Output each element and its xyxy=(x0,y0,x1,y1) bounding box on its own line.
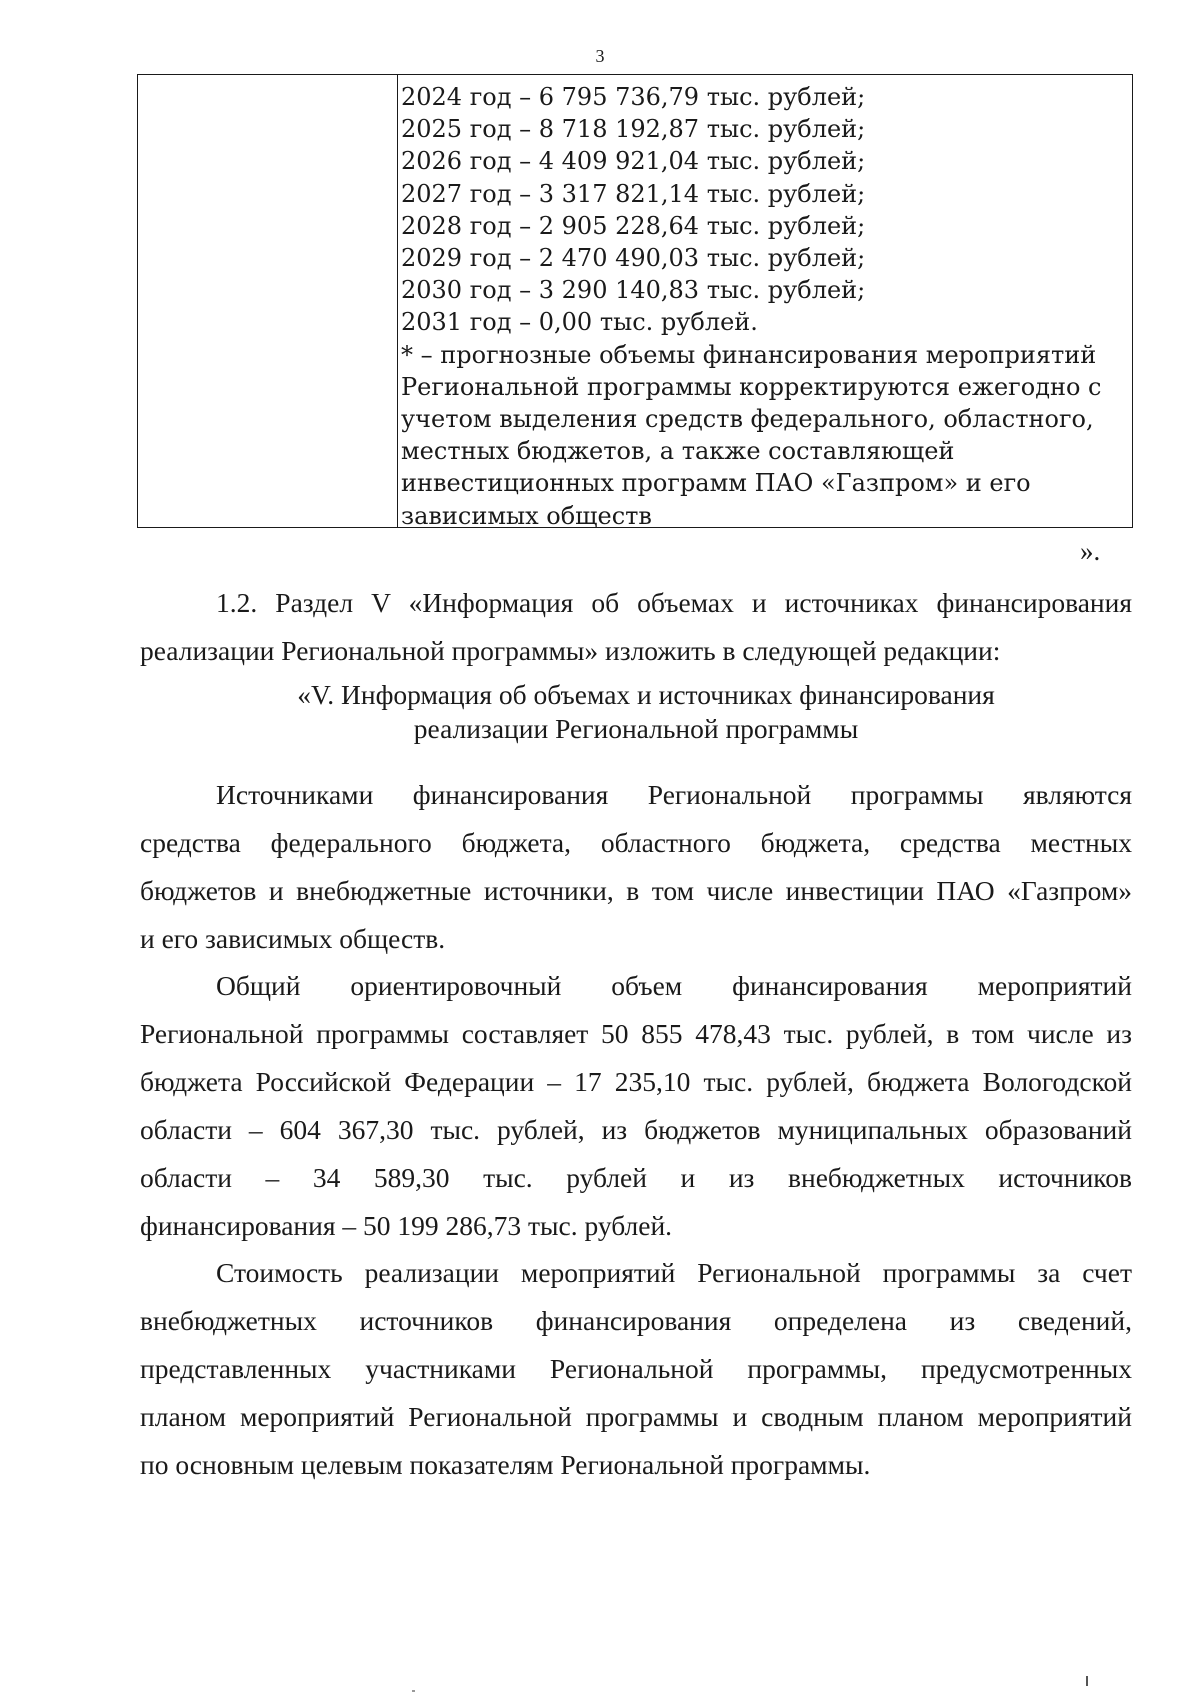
heading-line: «V. Информация об объемах и источниках финансирования xyxy=(297,679,995,710)
table-line: 2029 год – 2 470 490,03 тыс. рублей; xyxy=(401,244,866,273)
table-line: 2028 год – 2 905 228,64 тыс. рублей; xyxy=(401,211,866,240)
section-1-2-paragraph xyxy=(140,579,1132,675)
paragraph-line: бюджета Российской Федерации – 17 235,10 тыс. рублей, бюджета Вологодской xyxy=(140,1066,1132,1097)
table-line: 2030 год – 3 290 140,83 тыс. рублей; xyxy=(401,276,866,305)
paragraph-line: планом мероприятий Региональной программы и сводным планом мероприятий xyxy=(140,1401,1132,1432)
paragraph-line: бюджетов и внебюджетные источники, в том числе инвестиции ПАО «Газпром» xyxy=(140,875,1132,906)
paragraph-line: области – 34 589,30 тыс. рублей и из внебюджетных источников xyxy=(140,1162,1132,1193)
paragraph-line: реализации Региональной программы» изложить в следующей редакции: xyxy=(140,635,1001,666)
paragraph-line: Стоимость реализации мероприятий Региональной программы за счет xyxy=(216,1257,1132,1288)
table-line: 2024 год – 6 795 736,79 тыс. рублей; xyxy=(401,83,866,111)
paragraph-line: представленных участниками Региональной программы, предусмотренных xyxy=(140,1353,1132,1384)
table-footnote-line: местных бюджетов, а также составляющей xyxy=(401,437,955,466)
paragraph-line: 1.2. Раздел V «Информация об объемах и источниках финансирования xyxy=(216,587,1132,618)
paragraph-line: внебюджетных источников финансирования определена из сведений, xyxy=(140,1305,1132,1336)
page-number: 3 xyxy=(595,46,605,66)
table-right-cell xyxy=(401,81,1121,532)
scan-dot xyxy=(412,1690,415,1692)
paragraph-line: области – 604 367,30 тыс. рублей, из бюджетов муниципальных образований xyxy=(140,1114,1132,1145)
table-line: 2026 год – 4 409 921,04 тыс. рублей; xyxy=(401,147,866,176)
paragraph-line: Источниками финансирования Региональной программы являются xyxy=(216,779,1132,810)
cost-paragraph xyxy=(140,1249,1132,1489)
heading-line: реализации Региональной программы xyxy=(413,713,859,744)
paragraph-line: и его зависимых обществ. xyxy=(140,923,446,954)
sources-paragraph xyxy=(140,771,1132,963)
table-footnote-line: Региональной программы корректируются ежегодно с xyxy=(401,372,1102,401)
table-line: 2025 год – 8 718 192,87 тыс. рублей; xyxy=(401,115,866,144)
table-footnote-line: инвестиционных программ ПАО «Газпром» и его xyxy=(401,469,1031,498)
table-line: 2027 год – 3 317 821,14 тыс. рублей; xyxy=(401,179,866,208)
paragraph-line: Региональной программы составляет 50 855 478,43 тыс. рублей, в том числе из xyxy=(140,1018,1132,1049)
funding-table xyxy=(137,74,1133,528)
paragraph-line: по основным целевым показателям Региональной программы. xyxy=(140,1449,871,1480)
table-footnote-line: * – прогнозные объемы финансирования мероприятий xyxy=(401,340,1097,369)
table-footnote-line: зависимых обществ xyxy=(401,501,652,530)
table-line: 2031 год – 0,00 тыс. рублей. xyxy=(401,308,758,337)
paragraph-line: Общий ориентировочный объем финансирования мероприятий xyxy=(216,970,1132,1001)
table-footnote-line: учетом выделения средств федерального, областного, xyxy=(401,405,1094,434)
closing-quote: ». xyxy=(1080,536,1101,566)
paragraph-line: средства федерального бюджета, областного бюджета, средства местных xyxy=(140,827,1132,858)
scan-mark xyxy=(1086,1676,1088,1686)
total-funding-paragraph xyxy=(140,962,1132,1250)
table-left-cell xyxy=(138,75,398,527)
section-heading xyxy=(140,678,1132,746)
paragraph-line: финансирования – 50 199 286,73 тыс. рублей. xyxy=(140,1210,673,1241)
